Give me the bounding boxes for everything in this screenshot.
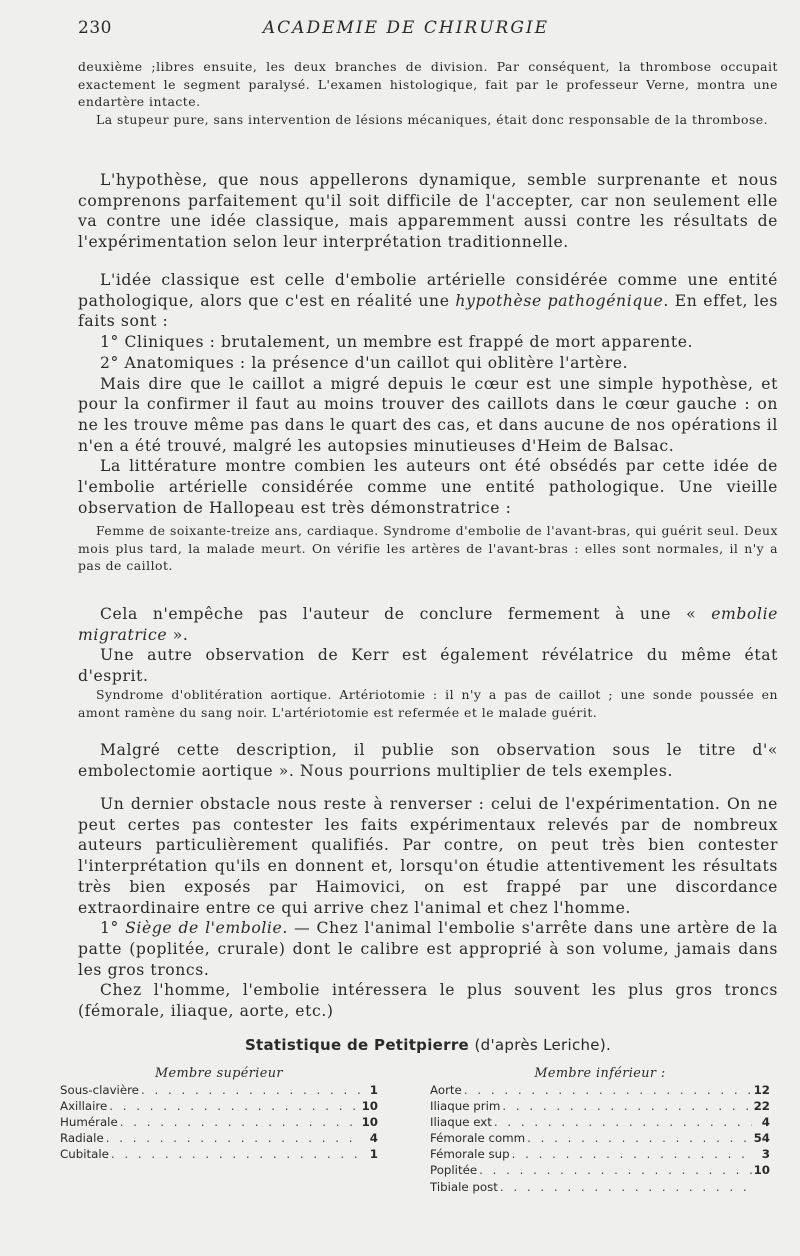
lower-limb-table [430, 1066, 770, 1196]
row-label: Fémorale comm [430, 1131, 526, 1146]
leader-dots [106, 1131, 360, 1145]
table-row [430, 1131, 770, 1147]
row-value: 22 [753, 1099, 770, 1114]
description-block [78, 740, 778, 781]
statistics-title [78, 1036, 778, 1054]
leader-dots [527, 1131, 751, 1145]
leader-dots [120, 1115, 360, 1129]
leader-dots [479, 1163, 751, 1177]
paragraph: Malgré cette description, il publie son observation sous le titre d'« embolectomie aortique ». Nous pourrions multiplier de tels exemples. [78, 741, 778, 780]
row-value: 4 [369, 1131, 378, 1146]
row-value: 54 [753, 1131, 770, 1146]
row-label: Humérale [60, 1115, 118, 1130]
statistics-title-text: Statistique de Petitpierre [244, 1036, 469, 1054]
page-header [78, 18, 740, 48]
case-note-hallopeau [78, 522, 778, 575]
paragraph: Un dernier obstacle nous reste à renverser : celui de l'expérimentation. On ne peut certes pas contester les faits expérimentaux relevés par de nombreux auteurs particulièrement qualifiés. Par contre, on peut très bien contester l'interprétation qu'ils en donnent et, lorsqu'on étudie attentivement les résultats très bien exposés par Haimovici, on est frappé par une discordance extraordinaire entre ce qui arrive chez l'animal et chez l'homme. [78, 795, 778, 917]
paragraph: La littérature montre combien les auteurs ont été obsédés par cette idée de l'embolie artérielle considérée comme une entité pathologique. Une vieille observation de Hallopeau est très démonstratrice : [78, 457, 778, 517]
text-span: 1° [100, 919, 126, 938]
row-label: Fémorale sup [430, 1147, 510, 1162]
row-label: Axillaire [60, 1099, 108, 1114]
leader-dots [464, 1083, 752, 1097]
row-label: Aorte [430, 1083, 462, 1097]
row-value: 3 [761, 1147, 770, 1162]
text-span: — Chez l'animal l'embolie s'arrête dans une artère de la patte (poplitée, crurale) dont le calibre est approprié à son volume, jamais dans les gros troncs. [78, 919, 779, 979]
paragraph [78, 918, 778, 980]
table-row [430, 1083, 770, 1099]
statistics-subtitle: (d'après Leriche). [474, 1036, 612, 1054]
row-label: Radiale [60, 1131, 104, 1146]
row-value: 10 [361, 1115, 378, 1130]
paragraph: Syndrome d'oblitération aortique. Artériotomie : il n'y a pas de caillot ; une sonde poussée en amont ramène du sang noir. L'artériotomie est refermée et le malade guérit. [78, 687, 778, 720]
table-row [430, 1180, 770, 1196]
table-row [60, 1131, 378, 1147]
paragraph: 1° Cliniques : brutalement, un membre est frappé de mort apparente. [100, 333, 694, 352]
table-row [430, 1115, 770, 1131]
table-row [60, 1083, 378, 1099]
row-value: 1 [369, 1147, 378, 1162]
table-row [430, 1163, 770, 1179]
leader-dots [141, 1083, 360, 1097]
leader-dots [500, 1180, 752, 1194]
emphasis-text: embolie migratrice [78, 605, 778, 644]
row-value: 10 [361, 1099, 378, 1114]
paragraph: Une autre observation de Kerr est également révélatrice du même état d'esprit. [78, 646, 778, 686]
table-row [60, 1147, 378, 1163]
upper-limb-heading: Membre supérieur [155, 1066, 283, 1081]
row-label: Cubitale [60, 1147, 109, 1162]
paragraph: L'hypothèse, que nous appellerons dynamique, semble surprenante et nous comprenons parfaitement qu'il soit difficile de l'accepter, car non seulement elle va contre une idée classique, mais apparemment aussi contre les résultats de l'expérimentation selon leur interprétation traditionnelle. [78, 171, 778, 252]
classic-idea-block [78, 270, 778, 518]
paragraph: Mais dire que le caillot a migré depuis le cœur est une simple hypothèse, et pour la confirmer il faut au moins trouver des caillots dans le cœur gauche : on ne les trouve même pas dans le quart des cas, et dans aucune de nos opérations il n'en a été trouvé, malgré les autopsies minutieuses d'Heim de Balsac. [78, 374, 778, 455]
paragraph: La stupeur pure, sans intervention de lésions mécaniques, était donc responsable de la thrombose. [96, 111, 769, 127]
upper-limb-table [60, 1066, 378, 1163]
paragraph: Femme de soixante-treize ans, cardiaque. Syndrome d'embolie de l'avant-bras, qui guérit seul. Deux mois plus tard, la malade meurt. On vérifie les artères de l'avant-bras : elles sont normales, il n'y a pas de caillot. [78, 523, 778, 573]
table-row [60, 1115, 378, 1131]
main-text-block [78, 170, 778, 253]
leader-dots [494, 1115, 752, 1129]
page-number: 230 [78, 18, 112, 38]
paragraph [78, 270, 778, 332]
paragraph: deuxième ;libres ensuite, les deux branches de division. Par conséquent, la thrombose occupait exactement le segment paralysé. L'examen histologique, fait par le professeur Verne, montra une endartère intacte. [78, 59, 778, 109]
case-note-kerr [78, 686, 778, 721]
text-span: ». [167, 625, 189, 644]
leader-dots [512, 1147, 752, 1161]
row-value: 4 [761, 1115, 770, 1130]
row-value: 10 [753, 1163, 770, 1178]
experimentation-block [78, 794, 778, 1022]
conclusion-block [78, 604, 778, 687]
table-row [430, 1099, 770, 1115]
paragraph: Chez l'homme, l'embolie intéressera le plus souvent les plus gros troncs (fémorale, iliaque, aorte, etc.) [78, 981, 778, 1021]
lower-limb-heading: Membre inférieur : [534, 1066, 666, 1081]
text-span: . En effet, les faits sont : [78, 291, 778, 331]
row-label: Sous-clavière [60, 1083, 139, 1097]
paragraph: 2° Anatomiques : la présence d'un caillot qui oblitère l'artère. [100, 353, 629, 372]
intro-text-block [78, 58, 778, 128]
row-value: 1 [369, 1083, 378, 1097]
emphasis-text: Siège de l'embolie. [125, 919, 288, 938]
text-span: Cela n'empêche pas l'auteur de conclure fermement à une « [100, 605, 712, 623]
row-label: Tibiale post [430, 1179, 498, 1194]
row-value: 12 [753, 1083, 770, 1097]
table-row [430, 1147, 770, 1163]
row-label: Iliaque prim [430, 1099, 501, 1114]
row-label: Poplitée [430, 1163, 478, 1178]
row-label: Iliaque ext [430, 1115, 492, 1130]
leader-dots [111, 1147, 360, 1161]
running-title: ACADEMIE DE CHIRURGIE [262, 18, 550, 38]
emphasis-text: hypothèse pathogénique [455, 291, 664, 310]
table-row [60, 1099, 378, 1115]
text-span: L'idée classique est celle d'embolie artérielle considérée comme une entité pathologique, alors que c'est en réalité une [78, 271, 778, 310]
leader-dots [502, 1099, 751, 1113]
paragraph [78, 604, 778, 645]
leader-dots [109, 1099, 359, 1113]
